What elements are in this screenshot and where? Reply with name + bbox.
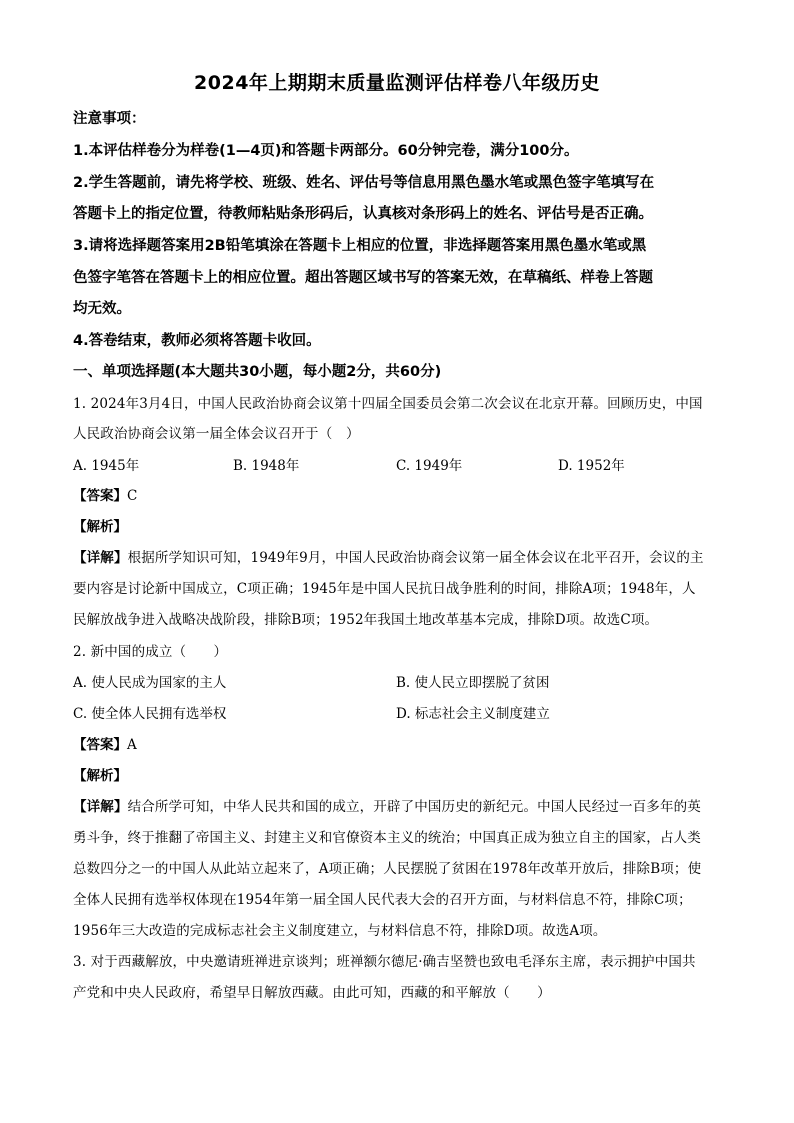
answer-value: C	[127, 488, 138, 504]
q2-option-c: C. 使全体人民拥有选举权	[73, 706, 227, 722]
note-line-6: 均无效。	[73, 301, 131, 317]
note-line-1: 1.本评估样卷分为样卷(1—4页)和答题卡两部分。60分钟完卷，满分100分。	[73, 143, 579, 159]
q2-detail-line-3: 总数四分之一的中国人从此站立起来了，A项正确；人民摆脱了贫困在1978年改革开放后，排除B项；使	[73, 861, 702, 877]
q1-detail-line-2: 要内容是讨论新中国成立，C项正确；1945年是中国人民抗日战争胜利的时间，排除A项；1948年，人	[73, 581, 696, 597]
note-line-7: 4.答卷结束，教师必须将答题卡收回。	[73, 333, 321, 349]
page-title: 2024年上期期末质量监测评估样卷八年级历史	[194, 72, 600, 94]
q2-analysis-tag: 【解析】	[73, 768, 127, 784]
q2-option-a: A. 使人民成为国家的主人	[73, 675, 227, 691]
q1-answer	[73, 484, 137, 504]
q2-option-b: B. 使人民立即摆脱了贫困	[396, 675, 550, 691]
detail-text: 结合所学可知，中华人民共和国的成立，开辟了中国历史的新纪元。中国人民经过一百多年的英	[127, 799, 701, 815]
note-line-4: 3.请将选择题答案用2B铅笔填涂在答题卡上相应的位置，非选择题答案用黑色墨水笔或黑	[73, 238, 647, 254]
q2-stem-line-1: 2. 新中国的成立（ ）	[73, 644, 228, 660]
q1-detail-line-1	[73, 546, 704, 566]
q2-detail-line-2: 勇斗争，终于推翻了帝国主义、封建主义和官僚资本主义的统治；中国真正成为独立自主的国家，占人类	[73, 830, 701, 846]
q1-option-c: C. 1949年	[396, 458, 463, 474]
answer-value: A	[127, 737, 137, 753]
detail-text: 根据所学知识可知，1949年9月，中国人民政治协商会议第一届全体会议在北平召开，会议的主	[127, 550, 704, 566]
notes-heading: 注意事项：	[73, 111, 146, 127]
q1-stem-line-2: 人民政治协商会议第一届全体会议召开于（ ）	[73, 426, 360, 442]
note-line-3: 答题卡上的指定位置，待教师粘贴条形码后，认真核对条形码上的姓名、评估号是否正确。	[73, 206, 653, 222]
note-line-2: 2.学生答题前，请先将学校、班级、姓名、评估号等信息用黑色墨水笔或黑色签字笔填写在	[73, 175, 655, 191]
q3-stem-line-1: 3. 对于西藏解放，中央邀请班禅进京谈判；班禅额尔德尼·确吉坚赞也致电毛泽东主席，表示拥护中国共	[73, 954, 696, 970]
answer-tag: 【答案】	[73, 488, 127, 504]
q1-option-b: B. 1948年	[233, 458, 300, 474]
q2-option-d: D. 标志社会主义制度建立	[396, 706, 550, 722]
q1-analysis-tag: 【解析】	[73, 519, 127, 535]
note-line-5: 色签字笔答在答题卡上的相应位置。超出答题区域书写的答案无效，在草稿纸、样卷上答题	[73, 270, 653, 286]
q1-option-a: A. 1945年	[73, 458, 140, 474]
q2-detail-line-1	[73, 795, 701, 815]
q1-stem-line-1: 1. 2024年3月4日，中国人民政治协商会议第十四届全国委员会第二次会议在北京开幕。回顾历史，中国	[73, 396, 703, 412]
q1-option-d: D. 1952年	[558, 458, 625, 474]
detail-tag: 【详解】	[73, 550, 128, 566]
section-heading: 一、单项选择题(本大题共30小题，每小题2分，共60分)	[73, 364, 442, 380]
q2-detail-line-4: 全体人民拥有选举权体现在1954年第一届全国人民代表大会的召开方面，与材料信息不符，排除C项；	[73, 892, 692, 908]
detail-tag: 【详解】	[73, 799, 128, 815]
q2-answer	[73, 733, 137, 753]
q1-detail-line-3: 民解放战争进入战略决战阶段，排除B项；1952年我国土地改革基本完成，排除D项。故选C项。	[73, 612, 659, 628]
q3-stem-line-2: 产党和中央人民政府，希望早日解放西藏。由此可知，西藏的和平解放（ ）	[73, 985, 551, 1001]
answer-tag: 【答案】	[73, 737, 127, 753]
q2-detail-line-5: 1956年三大改造的完成标志社会主义制度建立，与材料信息不符，排除D项。故选A项。	[73, 923, 607, 939]
